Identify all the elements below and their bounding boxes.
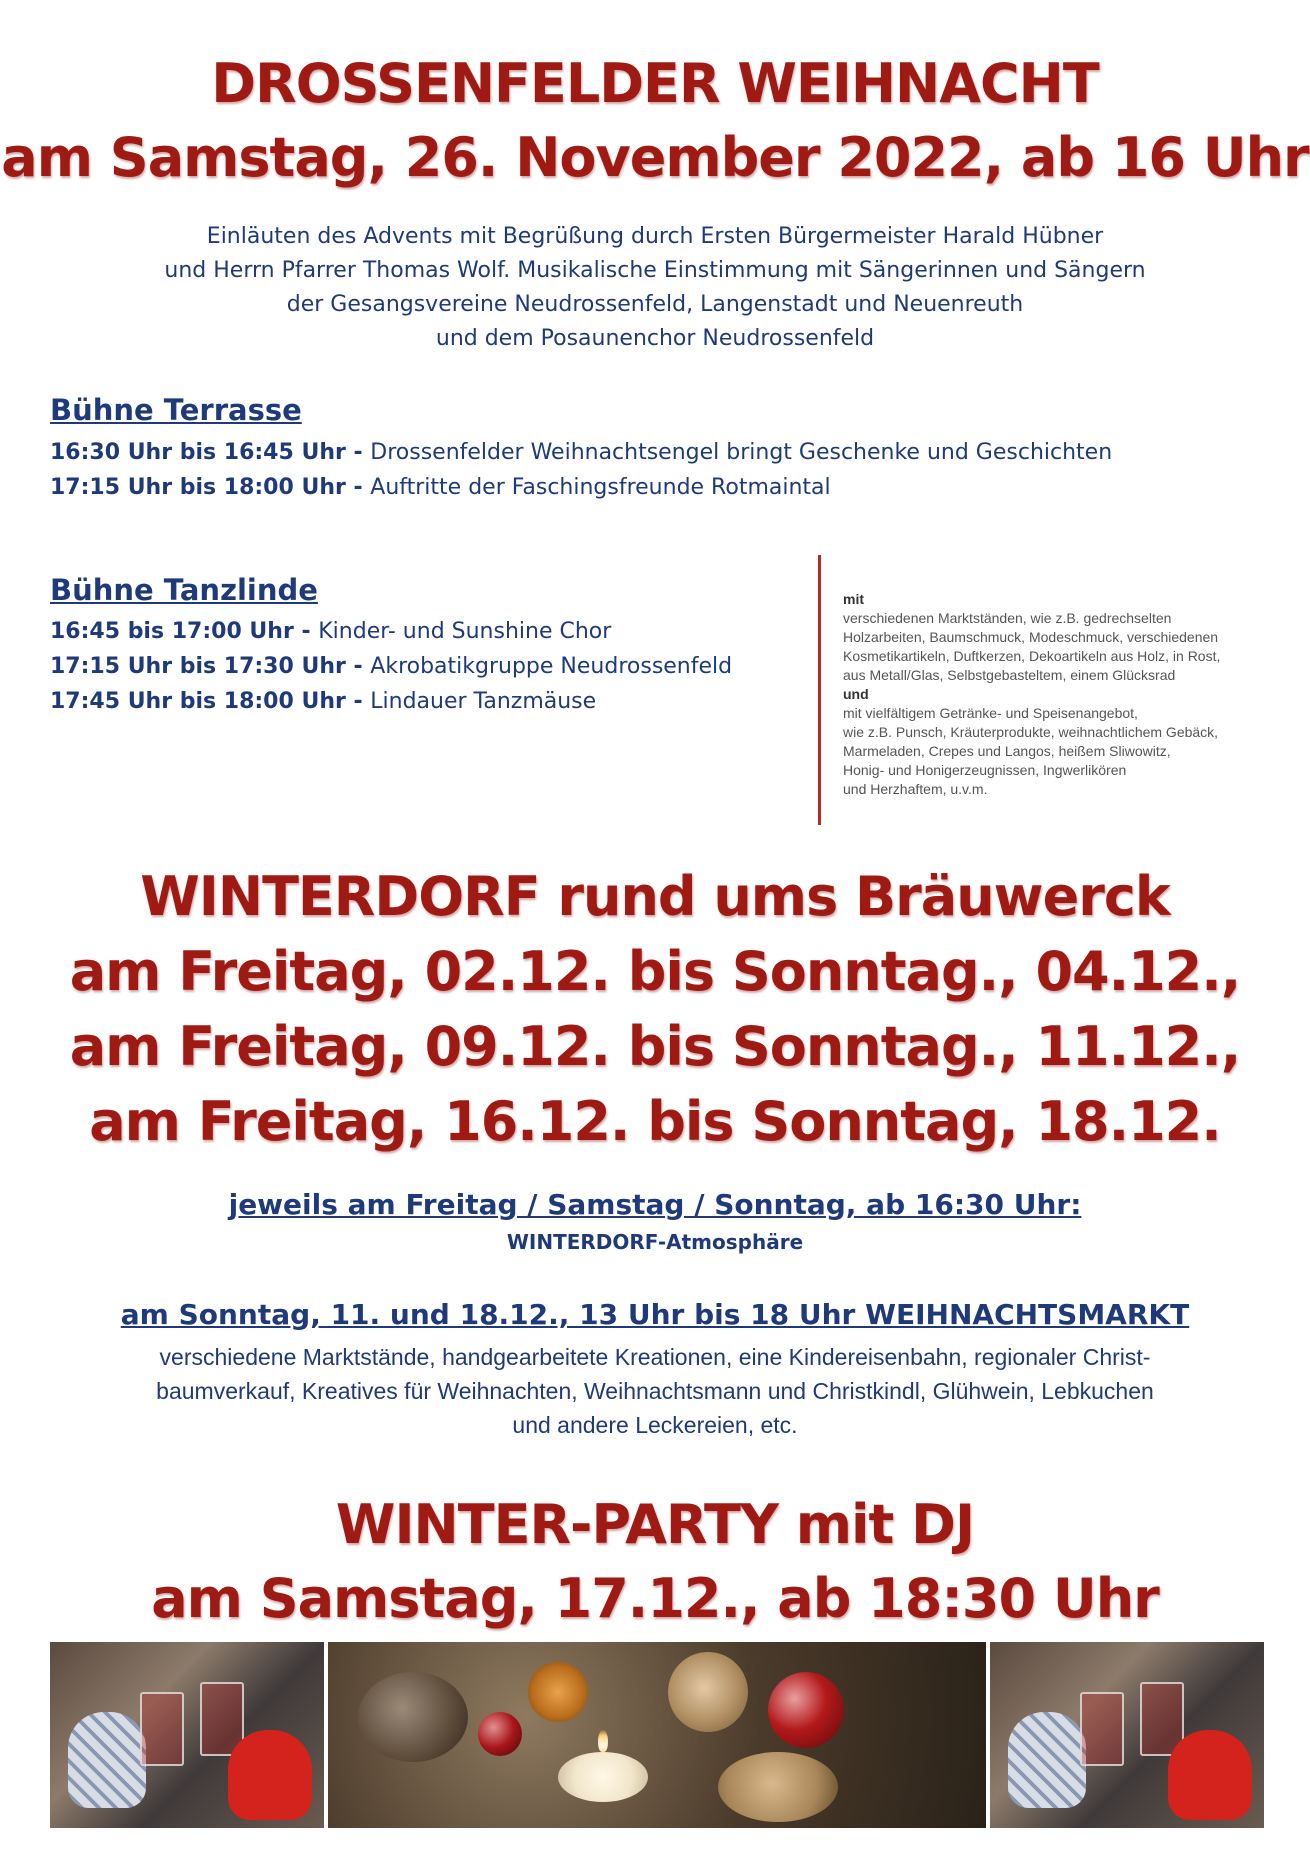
candle-flame-icon [598, 1730, 608, 1752]
christmas-decoration-photo [328, 1642, 986, 1828]
sidebar-keyword: und [843, 686, 869, 702]
description-line: verschiedene Marktstände, handgearbeitete Kreationen, eine Kindereisenbahn, regionaler Christ- [159, 1344, 1151, 1370]
intro-line: und dem Posaunenchor Neudrossenfeld [435, 326, 875, 351]
red-mitten-icon [1168, 1730, 1252, 1820]
winterdorf-date: am Freitag, 09.12. bis Sonntag., 11.12., [69, 1015, 1241, 1078]
stage-tanzlinde-heading: Bühne Tanzlinde [50, 573, 318, 607]
program-time: 16:45 bis 17:00 Uhr - [50, 619, 319, 644]
winterdorf-date: am Freitag, 16.12. bis Sonntag, 18.12. [89, 1090, 1221, 1153]
program-item [50, 614, 732, 649]
sidebar-line: wie z.B. Punsch, Kräuterprodukte, weihnachtlichem Gebäck, [843, 724, 1219, 740]
white-mitten-icon [68, 1712, 146, 1808]
program-text: Lindauer Tanzmäuse [370, 689, 597, 714]
main-title: DROSSENFELDER WEIHNACHT [211, 52, 1099, 115]
sidebar-line: Honig- und Honigerzeugnissen, Ingwerlikören [843, 762, 1127, 778]
stage-tanzlinde-program [50, 614, 732, 719]
program-text: Akrobatikgruppe Neudrossenfeld [370, 654, 733, 679]
christmas-ball-icon [478, 1712, 522, 1756]
glass-icon [140, 1692, 184, 1766]
mulled-wine-toast-photo [50, 1642, 324, 1828]
candle-icon [558, 1752, 648, 1802]
stage-terrasse-program [50, 435, 1112, 505]
program-time: 17:45 Uhr bis 18:00 Uhr - [50, 689, 371, 714]
intro-line: Einläuten des Advents mit Begrüßung durch Ersten Bürgermeister Harald Hübner [206, 224, 1104, 249]
sidebar-line: Marmeladen, Crepes und Langos, heißem Sliwowitz, [843, 743, 1171, 759]
program-item [50, 684, 732, 719]
program-time: 17:15 Uhr bis 18:00 Uhr - [50, 475, 371, 500]
program-item [50, 470, 1112, 505]
sidebar-divider [818, 555, 821, 825]
intro-line: und Herrn Pfarrer Thomas Wolf. Musikalische Einstimmung mit Sängerinnen und Sängern [164, 258, 1146, 283]
sidebar-line: Kosmetikartikeln, Duftkerzen, Dekoartikeln aus Holz, in Rost, [843, 648, 1221, 664]
white-mitten-icon [1008, 1712, 1086, 1808]
mulled-wine-toast-photo [990, 1642, 1264, 1828]
sidebar-line: verschiedenen Marktständen, wie z.B. gedrechselten [843, 610, 1172, 626]
main-title-date: am Samstag, 26. November 2022, ab 16 Uhr [1, 126, 1309, 189]
orange-slice-icon [528, 1662, 588, 1722]
program-item [50, 649, 732, 684]
intro-text [60, 220, 1250, 356]
weihnachtsmarkt-description [55, 1340, 1255, 1442]
cookie-icon [668, 1652, 748, 1732]
red-mitten-icon [228, 1730, 312, 1820]
description-line: baumverkauf, Kreatives für Weihnachten, Weihnachtsmann und Christkindl, Glühwein, Lebkuchen [156, 1378, 1154, 1404]
program-text: Kinder- und Sunshine Chor [318, 619, 612, 644]
christmas-ball-icon [768, 1672, 844, 1748]
program-text: Auftritte der Faschingsfreunde Rotmaintal [370, 475, 831, 500]
schedule-subtitle: WINTERDORF-Atmosphäre [506, 1230, 804, 1254]
sidebar-line: mit vielfältigem Getränke- und Speisenangebot, [843, 705, 1138, 721]
party-date: am Samstag, 17.12., ab 18:30 Uhr [151, 1567, 1159, 1630]
schedule-heading: jeweils am Freitag / Samstag / Sonntag, ab 16:30 Uhr: [228, 1188, 1082, 1221]
winterdorf-title: WINTERDORF rund ums Bräuwerck [140, 865, 1170, 928]
weihnachtsmarkt-heading: am Sonntag, 11. und 18.12., 13 Uhr bis 18 Uhr WEIHNACHTSMARKT [120, 1298, 1190, 1331]
sidebar-line: und Herzhaftem, u.v.m. [843, 781, 988, 797]
program-text: Drossenfelder Weihnachtsengel bringt Geschenke und Geschichten [370, 440, 1113, 465]
sidebar-keyword: mit [843, 591, 864, 607]
program-time: 17:15 Uhr bis 17:30 Uhr - [50, 654, 371, 679]
program-time: 16:30 Uhr bis 16:45 Uhr - [50, 440, 371, 465]
stage-terrasse-heading: Bühne Terrasse [50, 393, 302, 427]
pine-cone-icon [358, 1672, 468, 1762]
party-title: WINTER-PARTY mit DJ [335, 1493, 975, 1556]
sidebar-line: Holzarbeiten, Baumschmuck, Modeschmuck, verschiedenen [843, 629, 1219, 645]
sidebar-line: aus Metall/Glas, Selbstgebasteltem, einem Glücksrad [843, 667, 1176, 683]
program-item [50, 435, 1112, 470]
cookie-icon [718, 1752, 838, 1822]
description-line: und andere Leckereien, etc. [512, 1412, 798, 1438]
winterdorf-date: am Freitag, 02.12. bis Sonntag., 04.12., [69, 940, 1241, 1003]
intro-line: der Gesangsvereine Neudrossenfeld, Langenstadt und Neuenreuth [286, 292, 1024, 317]
market-info-sidebar [843, 590, 1273, 799]
glass-icon [1080, 1692, 1124, 1766]
